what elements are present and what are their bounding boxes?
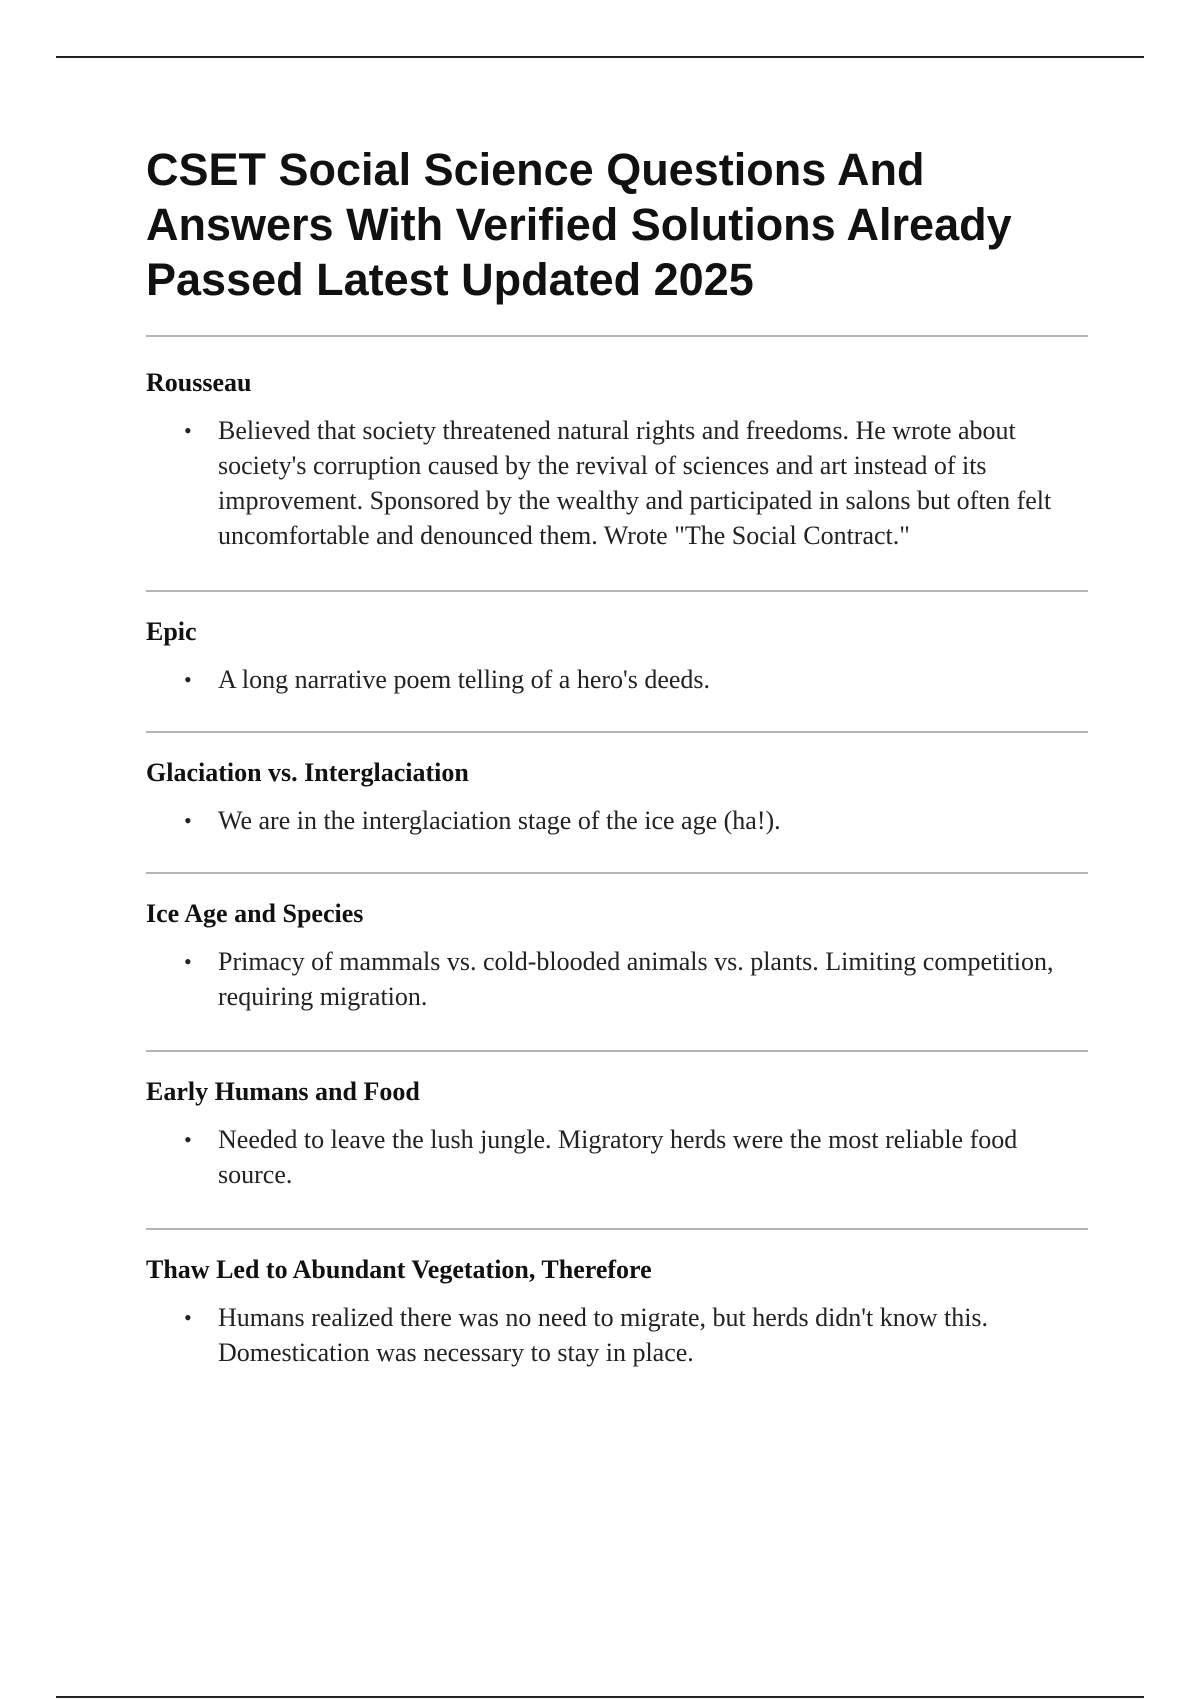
definition-list: [146, 662, 1088, 697]
definition-item: [146, 662, 1088, 697]
definition-item: [146, 1300, 1088, 1370]
definition-list: [146, 1122, 1088, 1192]
bullet-icon: •: [184, 1305, 192, 1330]
bullet-icon: •: [184, 667, 192, 692]
definition-list: [146, 803, 1088, 838]
term-heading: Epic: [146, 617, 197, 646]
section-ice-age-species: [146, 874, 1088, 1014]
definition-list: [146, 413, 1088, 553]
page-top-rule: [56, 56, 1144, 58]
definition-list: [146, 944, 1088, 1014]
section-epic: [146, 592, 1088, 697]
term-heading: Ice Age and Species: [146, 899, 364, 928]
definition-text: A long narrative poem telling of a hero's deeds.: [218, 665, 711, 694]
definition-text: Believed that society threatened natural rights and freedoms. He wrote about society's corruption caused by the revival of sciences and art instead of its improvement. Sponsored by the wealthy and participated in salons but often felt uncomfortable and denounced them. Wrote "The Social Contract.": [218, 416, 1052, 550]
term-heading: Early Humans and Food: [146, 1077, 420, 1106]
definition-text: Primacy of mammals vs. cold-blooded animals vs. plants. Limiting competition, requiring migration.: [218, 947, 1054, 1011]
section-rousseau: [146, 345, 1088, 553]
section-early-humans: [146, 1052, 1088, 1192]
definition-list: [146, 1300, 1088, 1370]
term-heading: Rousseau: [146, 368, 252, 397]
bullet-icon: •: [184, 808, 192, 833]
definition-text: We are in the interglaciation stage of the ice age (ha!).: [218, 806, 781, 835]
term-heading: Glaciation vs. Interglaciation: [146, 758, 469, 787]
definition-item: [146, 944, 1088, 1014]
bullet-icon: •: [184, 1127, 192, 1152]
page-bottom-rule: [56, 1696, 1144, 1698]
section-glaciation: [146, 733, 1088, 838]
bullet-icon: •: [184, 418, 192, 443]
definition-item: [146, 803, 1088, 838]
definition-text: Humans realized there was no need to migrate, but herds didn't know this. Domestication was necessary to stay in place.: [218, 1303, 989, 1367]
definition-item: [146, 1122, 1088, 1192]
document-body: [146, 142, 1088, 1370]
bullet-icon: •: [184, 949, 192, 974]
page-title: CSET Social Science Questions And Answers With Verified Solutions Already Passed Latest Updated 2025: [146, 144, 1012, 305]
term-heading: Thaw Led to Abundant Vegetation, Therefore: [146, 1255, 652, 1284]
definition-item: [146, 413, 1088, 553]
section-thaw: [146, 1230, 1088, 1370]
title-divider: [146, 335, 1088, 337]
definition-text: Needed to leave the lush jungle. Migratory herds were the most reliable food source.: [218, 1125, 1018, 1189]
